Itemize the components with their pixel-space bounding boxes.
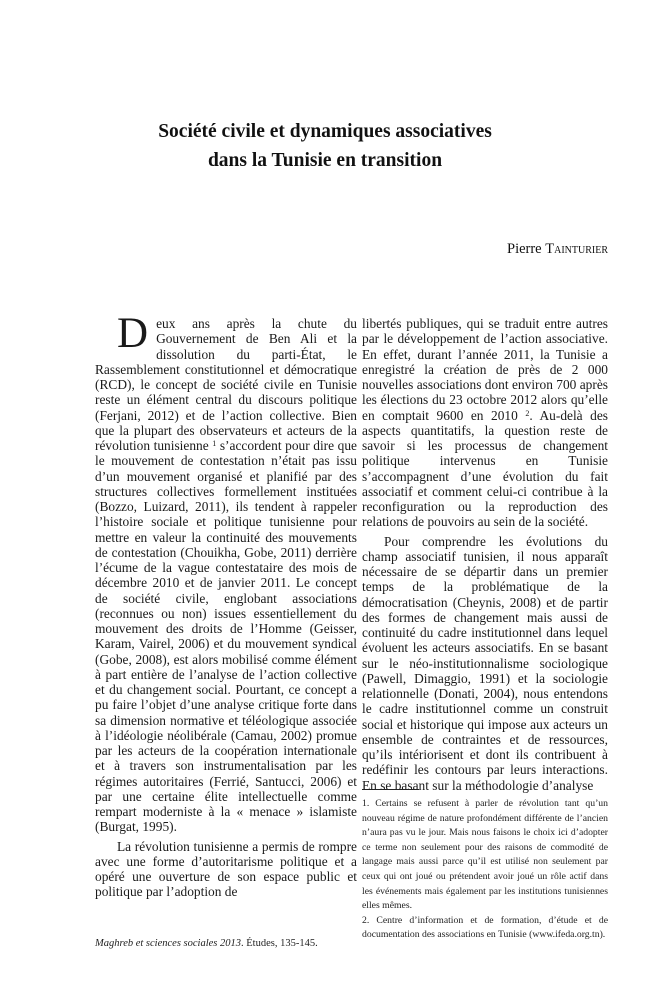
footnote-2: 2. Centre d’information et de formation, d’étude et de documentation des associations en Tunisie (www.ifeda.org.tn). [362,914,608,941]
paragraph-text: libertés publiques, qui se traduit entre autres par le développement de l’action associative. En effet, durant l’année 2011, la Tunisie a enregistré la création de près de 2 000 nouvelles associations dont environ 700 après les élections du 23 octobre 2012 alors qu’elle en comptait 9600 en 2010 [362,316,608,423]
footnotes [362,797,608,943]
paragraph-text: . Au-delà des aspects quantitatifs, la question reste de savoir si les processus de changement politique intervenus en Tunisie s’accompagnent d’une évolution du fait associatif et comment celui-ci contribue à la reconfiguration ou la reproduction des relations de pouvoirs au sein de la société. [362,407,609,530]
paragraph-comprendre: Pour comprendre les évolutions du champ associatif tunisien, il nous apparaît nécessaire de se départir dans un premier temps de la problématique de la démocratisation (Cheynis, 2008) et de partir des formes de changement mais aussi de continuité du cadre institutionnel dans lequel évoluent les acteurs associatifs. En se basant sur le néo-institutionnalisme sociologique (Pawell, Dimaggio, 1991) et la sociologie relationnelle (Donati, 2004), nous entendons le cadre institutionnel comme un construit social et historique qui impose aux acteurs un ensemble de contraintes et de ressources, qu’ils intériorisent et dont ils contribuent à redéfinir les contours par leurs interactions. En se basant sur la méthodologie d’analyse [362,533,608,793]
paragraph-text: eux ans après la chute du Gouvernement de Ben Ali et la dissolution du parti-État, le Rassemblement constitutionnel et démocratique (RCD), le concept de société civile en Tunisie reste un élément central du discours politique (Ferjani, 2012) et de l’action collective. Bien que la plupart des observateurs et acteurs de la révolution tunisienne [95,316,357,453]
paragraph-libertes [362,316,608,530]
paragraph-intro [95,310,357,835]
page-footer [95,938,318,949]
article-title [120,117,530,175]
section-pages: . Études, 135-145. [241,938,318,949]
right-column [362,316,608,793]
title-line-2: dans la Tunisie en transition [207,150,443,171]
author-last-name: Tainturier [545,241,608,257]
paragraph-text: s’accordent pour dire que le mouvement de contestation n’était pas issu d’un mouvement organisé et planifié par des structures collectives formellement instituées (Bozzo, Luizard, 2011), ils tendent à rappeler l’histoire sociale et politique tunisienne pour mettre en valeur la continuité des mouvements de contestation (Chouikha, Gobe, 2011) derrière l’écume de la vague contestataire des mois de décembre 2010 et de janvier 2011. Le concept de société civile, englobant associations (reconnues ou non) issues essentiellement du mouvement des droits de l’Homme (Geisser, Karam, Vairel, 2006) et du mouvement syndical (Gobe, 2008), est alors mobilisé comme élément à part entière de l’analyse de l’action collective et du changement social. Pourtant, ce concept a pu faire l’objet d’une analyse critique forte dans sa dimension normative et téléologique associée à l’idéologie néolibérale (Camau, 2002) promue par les acteurs de la coopération internationale et à travers son instrumentalisation par les régimes autoritaires (Ferrié, Santucci, 2006) et par une certaine élite intellectuelle comme rempart moderniste à la « menace » islamiste (Burgat, 1995). [95,438,357,835]
footnote-divider [362,789,419,790]
journal-name: Maghreb et sciences sociales 2013 [95,938,241,949]
author-name [507,241,608,258]
footnote-ref-2[interactable]: 2 [525,408,530,418]
left-column [95,310,357,900]
footnote-ref-1[interactable]: 1 [212,439,217,448]
paragraph-revolution: La révolution tunisienne a permis de rompre avec une forme d’autoritarisme politique et a opéré une ouverture de son espace public et politique par l’adoption de [95,838,357,900]
title-line-1: Société civile et dynamiques associatives [158,121,492,142]
footnote-1: 1. Certains se refusent à parler de révolution tant qu’un nouveau régime de nature profondément différente de l’ancien n’aura pas vu le jour. Mais nous faisons le choix ici d’adopter ce terme non seulement pour des raisons de commodité de langage mais aussi parce qu’il est utilisé non seulement par ceux qui ont joué ou prétendent avoir joué un rôle actif dans les événements mais également par les institutions tunisiennes elles mêmes. [362,798,608,912]
drop-cap: D [117,310,149,357]
author-first-name: Pierre [507,241,546,257]
